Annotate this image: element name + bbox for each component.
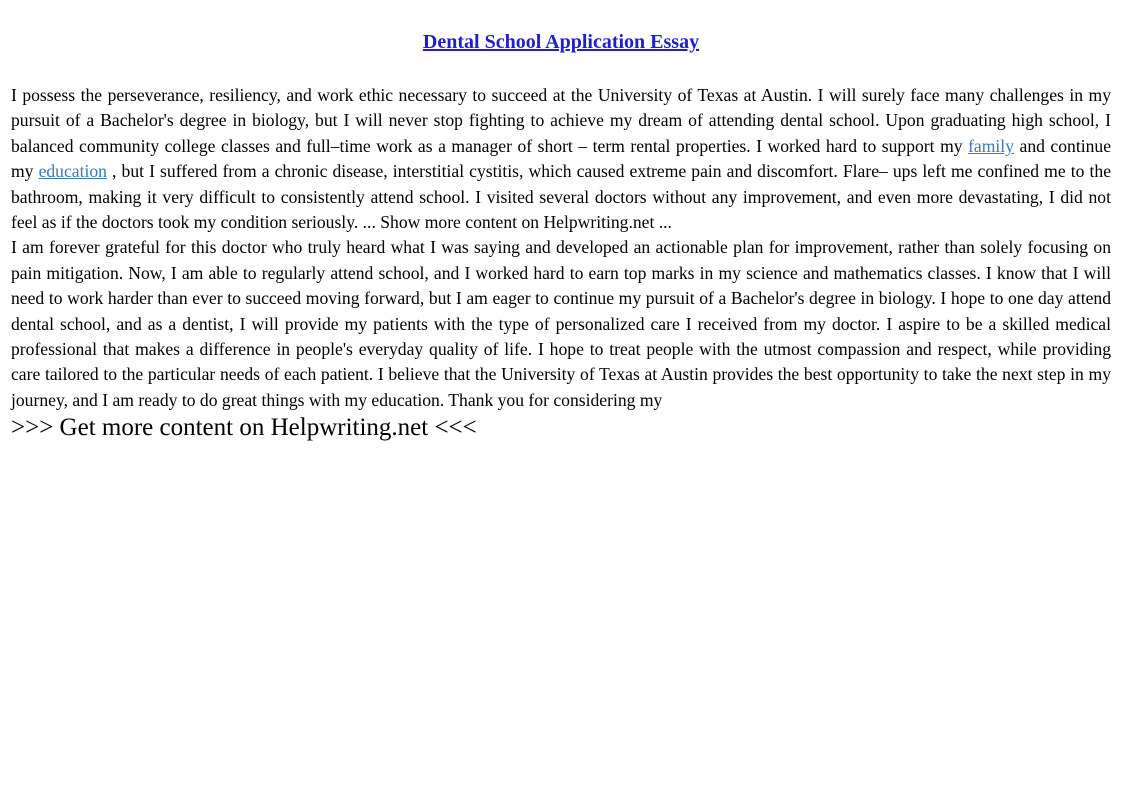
paragraph-1-text-a: I possess the perseverance, resiliency, and work ethic necessary to succeed at the University of Texas at Austin. I will surely face many challenges in my pursuit of a Bachelor's degree in biology, but I will never stop fighting to achieve my dream of attending dental school. Upon graduating high school, I balanced community college classes and full–time work as a manager of short – term rental properties. I worked hard to support my [11,85,1111,156]
family-link[interactable]: family [968,135,1014,156]
document-title-link[interactable]: Dental School Application Essay [422,31,700,53]
paragraph-1-text-b: and continue my [11,135,1111,182]
get-more-content-banner[interactable]: >>> Get more content on Helpwriting.net <<< [11,414,477,442]
essay-body [11,83,1111,443]
essay-paragraph-2: I am forever grateful for this doctor who truly heard what I was saying and developed an actionable plan for improvement, rather than solely focusing on pain mitigation. Now, I am able to regularly attend school, and I worked hard to earn top marks in my science and mathematics classes. I know that I will need to work harder than ever to succeed moving forward, but I am eager to continue my pursuit of a Bachelor's degree in biology. I hope to one day attend dental school, and as a dentist, I will provide my patients with the type of personalized care I received from my doctor. I aspire to be a skilled medical professional that makes a difference in people's everyday quality of life. I hope to treat people with the utmost compassion and respect, while providing care tailored to the particular needs of each patient. I believe that the University of Texas at Austin provides the best opportunity to take the next step in my journey, and I am ready to do great things with my education. Thank you for considering my [11,237,1111,410]
education-link[interactable]: education [38,161,107,182]
essay-paragraph-1 [11,83,1111,235]
title-container [11,0,1111,61]
paragraph-1-text-c: , but I suffered from a chronic disease, interstitial cystitis, which caused extreme pain and discomfort. Flare– ups left me confined me to the bathroom, making it very difficult to consistently attend school. I visited several doctors without any improvement, and even more devastating, I did not feel as if the doctors took my condition seriously. ... Show more content on Helpwriting.net ... [11,161,1111,233]
